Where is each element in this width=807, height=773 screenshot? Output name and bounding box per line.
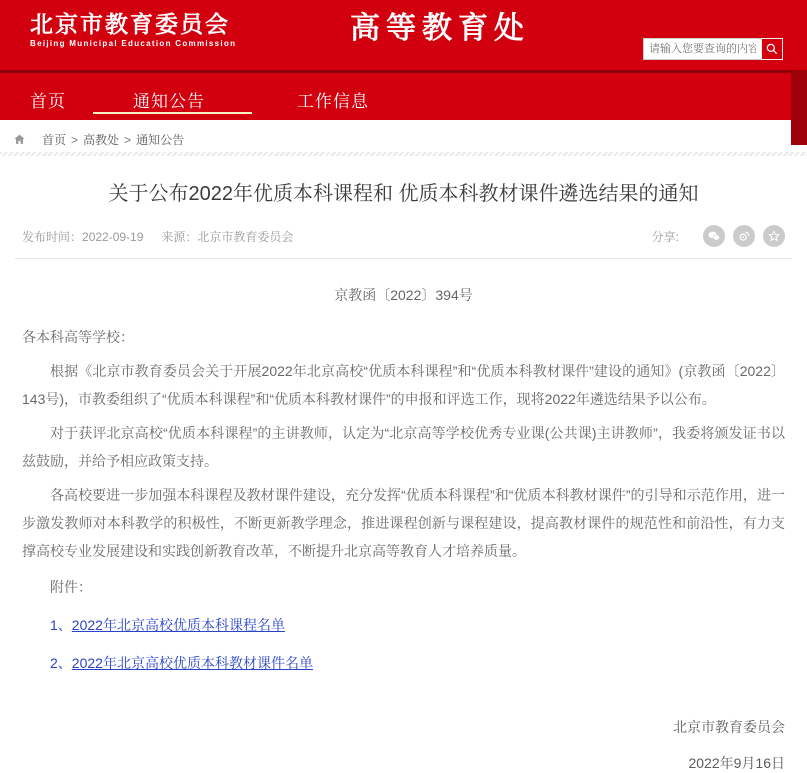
breadcrumb-notices[interactable]: 通知公告 bbox=[136, 133, 185, 147]
share-qzone-button[interactable] bbox=[763, 225, 785, 247]
star-icon bbox=[767, 229, 781, 243]
home-icon[interactable] bbox=[13, 133, 26, 146]
attachment-item bbox=[22, 649, 785, 677]
document-number: 京教函〔2022〕394号 bbox=[334, 287, 473, 303]
active-tab-underline bbox=[93, 112, 252, 114]
logo-subtitle: Beijing Municipal Education Commission bbox=[30, 39, 237, 48]
site-logo[interactable] bbox=[30, 11, 236, 48]
share-wechat-button[interactable] bbox=[703, 225, 725, 247]
source-value: 北京市教育委员会 bbox=[197, 229, 294, 244]
attachment-link-course-list[interactable]: 2022年北京高校优质本科课程名单 bbox=[71, 617, 285, 633]
source-label: 来源： bbox=[161, 229, 198, 244]
site-header bbox=[0, 0, 807, 70]
nav-item-work-info[interactable]: 工作信息 bbox=[297, 92, 369, 111]
salutation: 各本科高等学校： bbox=[22, 329, 134, 345]
article bbox=[0, 158, 807, 773]
signature-date: 2022年9月16日 bbox=[688, 755, 785, 771]
attachment-number: 1、 bbox=[50, 617, 72, 633]
article-paragraph: 各高校要进一步加强本科课程及教材课件建设，充分发挥“优质本科课程”和“优质本科教材课件”的引导和示范作用，进一步激发教师对本科教学的积极性，不断更新教学理念，推进课程创新与课程建设，提高教材课件的规范性和前沿性，有力支撑高校专业发展建设和实践创新教育改革，不断提升北京高等教育人才培养质量。 bbox=[22, 487, 785, 559]
publish-time-label: 发布时间： bbox=[22, 229, 83, 244]
signature-block bbox=[22, 717, 785, 773]
attachments-label: 附件： bbox=[50, 579, 92, 595]
logo-title: 北京市教育委员会 bbox=[30, 11, 230, 37]
search-icon bbox=[765, 42, 779, 56]
breadcrumb-gaojiaochu[interactable]: 高教处 bbox=[83, 133, 120, 147]
search-box bbox=[643, 38, 783, 60]
wechat-icon bbox=[707, 229, 721, 243]
attachment-item bbox=[22, 611, 785, 639]
breadcrumb-separator: > bbox=[71, 132, 79, 147]
main-nav bbox=[0, 70, 807, 120]
breadcrumb-home[interactable]: 首页 bbox=[42, 133, 67, 147]
signature-org: 北京市教育委员会 bbox=[673, 719, 785, 735]
nav-item-notices[interactable]: 通知公告 bbox=[133, 92, 205, 111]
breadcrumb bbox=[13, 131, 184, 148]
attachment-link-courseware-list[interactable]: 2022年北京高校优质本科教材课件名单 bbox=[71, 655, 313, 671]
publish-time-value: 2022-09-19 bbox=[82, 229, 144, 244]
share-label: 分享: bbox=[651, 229, 679, 244]
attachment-number: 2、 bbox=[50, 655, 72, 671]
nav-item-home[interactable]: 首页 bbox=[30, 92, 66, 111]
share-weibo-button[interactable] bbox=[733, 225, 755, 247]
meta-divider bbox=[15, 258, 792, 259]
article-meta-row bbox=[22, 224, 785, 248]
page-title: 高等教育处 bbox=[350, 12, 530, 45]
article-title: 关于公布2022年优质本科课程和 优质本科教材课件遴选结果的通知 bbox=[108, 183, 699, 205]
article-body bbox=[22, 323, 785, 677]
search-button[interactable] bbox=[761, 38, 783, 60]
share-bar bbox=[652, 225, 785, 247]
dotted-divider bbox=[0, 152, 807, 156]
search-input[interactable] bbox=[643, 38, 761, 60]
article-paragraph: 根据《北京市教育委员会关于开展2022年北京高校“优质本科课程”和“优质本科教材课件”建设的通知》(京教函〔2022〕143号)，市教委组织了“优质本科课程”和“优质本科教材课件”的申报和评选工作，现将2022年遴选结果予以公布。 bbox=[22, 363, 785, 407]
breadcrumb-separator: > bbox=[124, 132, 132, 147]
right-scroll-strip[interactable] bbox=[791, 70, 807, 145]
article-paragraph: 对于获评北京高校“优质本科课程”的主讲教师，认定为“北京高等学校优秀专业课(公共课)主讲教师”，我委将颁发证书以兹鼓励，并给予相应政策支持。 bbox=[22, 425, 785, 469]
weibo-icon bbox=[737, 229, 751, 243]
article-meta bbox=[22, 228, 293, 245]
